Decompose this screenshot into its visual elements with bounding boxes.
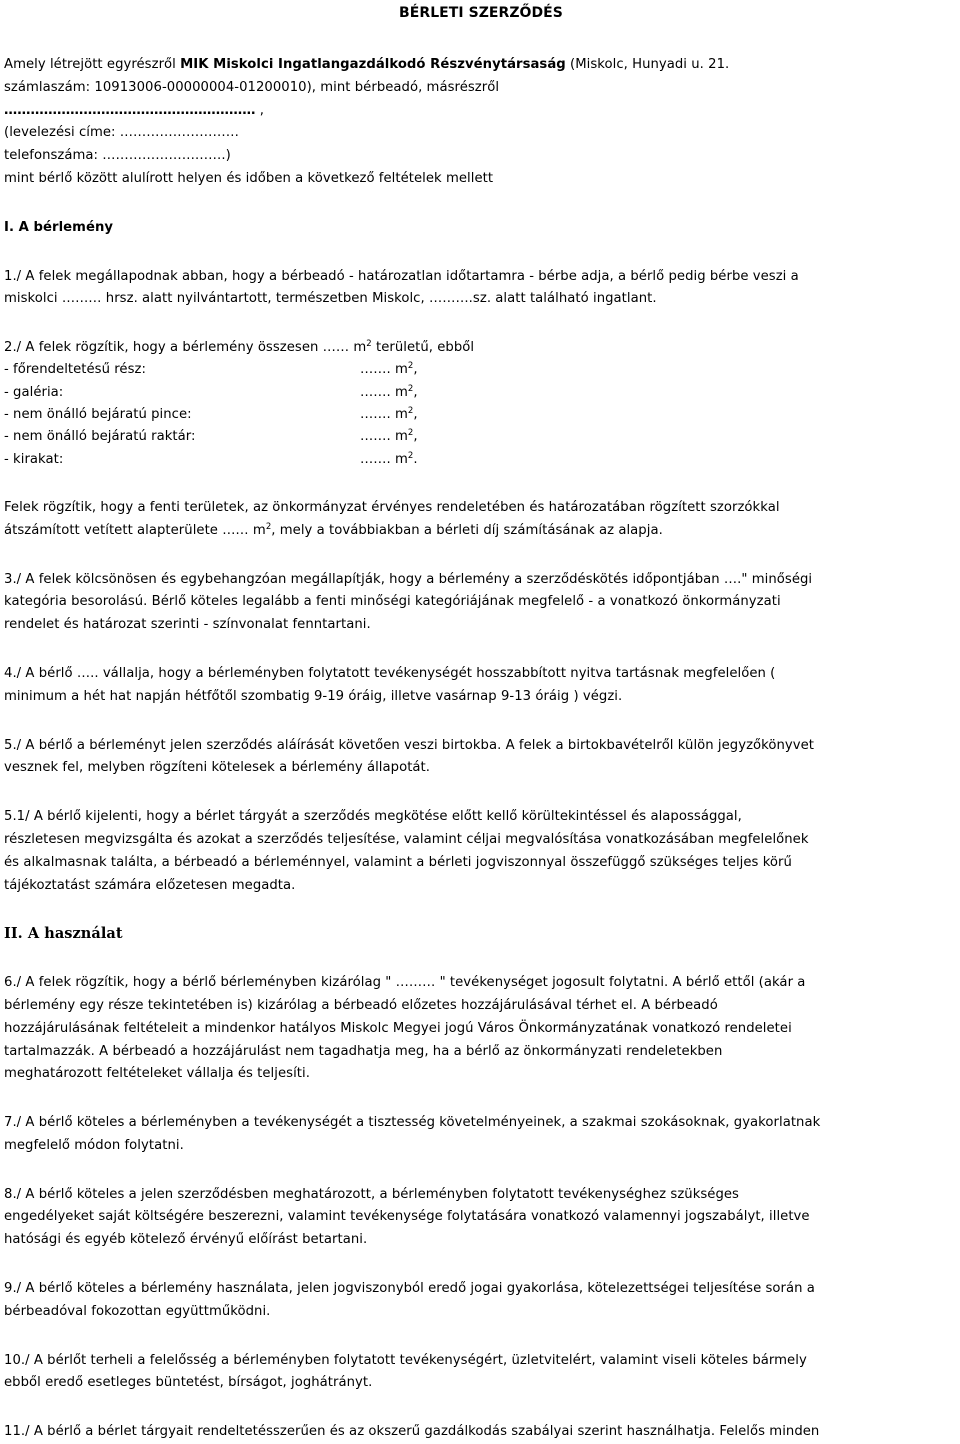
section-heading-1: I. A bérlemény [4, 219, 114, 235]
clause-1-line-1: 1./ A felek megállapodnak abban, hogy a bérbeadó - határozatlan időtartamra - bérbe adja, a bérlő pedig bérbe veszi a [4, 268, 799, 284]
clause-5-1-line-3: és alkalmasnak találta, a bérbeadó a bérleménnyel, valamint a bérleti jogviszonnyal összefüggő szükséges teljes körű [4, 854, 792, 870]
area-row [4, 449, 958, 471]
document-title: BÉRLETI SZERZŐDÉS [399, 5, 563, 21]
clause-3 [4, 569, 958, 637]
clause-2-intro: 2./ A felek rögzítik, hogy a bérlemény összesen …… $m^2$ területű, ebből [4, 339, 475, 356]
clause-8-line-1: 8./ A bérlő köteles a jelen szerződésben meghatározott, a bérleményben folytatott tevékenységhez szükséges [4, 1186, 739, 1202]
tenant-name-blank: ………………………………………………… [4, 102, 256, 118]
clause-9 [4, 1278, 958, 1324]
clause-10 [4, 1350, 958, 1396]
area-label: - nem önálló bejáratú raktár: [4, 429, 196, 445]
clause-2 [4, 337, 958, 471]
clause-5-line-1: 5./ A bérlő a bérleményt jelen szerződés aláírását követően veszi birtokba. A felek a birtokbavételről külön jegyzőkönyvet [4, 737, 815, 753]
clause-6-line-2: bérlemény egy része tekintetében is) kizárólag a bérbeadó előzetes hozzájárulásával térhet el. A bérbeadó [4, 997, 718, 1013]
area-label: - főrendeltetésű rész: [4, 362, 146, 378]
clause-5-1-line-2: részletesen megvizsgálta és azokat a szerződés teljesítése, valamint céljai megvalósítása vonatkozásában megfelelőnek [4, 831, 809, 847]
clause-1 [4, 266, 958, 312]
clause-6-line-1: 6./ A felek rögzítik, hogy a bérlő bérleményben kizárólag " ……… " tevékenységet jogosult folytatni. A bérlő ettől (akár a [4, 975, 806, 991]
area-value: ……. $m^2$, [360, 383, 418, 400]
area-row [4, 426, 958, 448]
area-value: ……. $m^2$, [360, 406, 418, 423]
clause-5-line-2: vesznek fel, melyben rögzíteni kötelesek a bérlemény állapotát. [4, 760, 431, 776]
clause-7 [4, 1112, 958, 1158]
area-value: ……. $m^2$, [360, 361, 418, 378]
clause-6 [4, 972, 958, 1086]
clause-6-line-4: tartalmazzák. A bérbeadó a hozzájárulást nem tagadhatja meg, ha a bérlő az önkormányzati rendeletekben [4, 1043, 723, 1059]
intro-line-5: telefonszáma: ……………………….) [4, 148, 231, 164]
clause-7-line-2: megfelelő módon folytatni. [4, 1137, 184, 1153]
clause-8-line-2: engedélyeket saját költségére beszerezni, valamint tevékenysége folytatására vonatkozó valamennyi jogszabályt, illetve [4, 1209, 810, 1225]
area-row [4, 359, 958, 381]
area-row [4, 382, 958, 404]
clause-8 [4, 1184, 958, 1252]
clause-6-line-5: meghatározott feltételeket vállalja és teljesíti. [4, 1066, 310, 1082]
area-list [4, 359, 958, 470]
clause-4 [4, 663, 958, 709]
clause-3-line-1: 3./ A felek kölcsönösen és egybehangzóan megállapítják, hogy a bérlemény a szerződéskötés időpontjában …." minőségi [4, 571, 813, 587]
section-heading-2: II. A használat [4, 925, 123, 943]
area-label: - galéria: [4, 384, 64, 400]
clause-5-1-line-1: 5.1/ A bérlő kijelenti, hogy a bérlet tárgyát a szerződés megkötése előtt kellő körültekintéssel és alapossággal, [4, 809, 742, 825]
clause-6-line-3: hozzájárulásának feltételeit a mindenkor hatályos Miskolc Megyei jogú Város Önkormányzatának vonatkozó rendeletei [4, 1020, 792, 1036]
lessor-name: MIK Miskolci Ingatlangazdálkodó Részvénytársaság [180, 57, 566, 72]
clause-10-line-2: ebből eredő esetleges büntetést, bírságot, joghátrányt. [4, 1375, 373, 1391]
felek-line-1: Felek rögzítik, hogy a fenti területek, az önkormányzat érvényes rendeletében és határozatában rögzített szorzókkal [4, 499, 780, 515]
intro-block [4, 54, 958, 191]
clause-5-1-line-4: tájékoztatást számára előzetesen megadta. [4, 877, 296, 893]
clause-8-line-3: hatósági és egyéb kötelező érvényű előírást betartani. [4, 1232, 368, 1248]
clause-4-line-1: 4./ A bérlő ….. vállalja, hogy a bérleményben folytatott tevékenységét hosszabbított nyitva tartásnak megfelelően ( [4, 665, 776, 681]
clause-3-line-2: kategória besorolású. Bérlő köteles legalább a fenti minőségi kategóriájának megfelelő - a vonatkozó önkormányzati [4, 594, 781, 610]
intro-line-6: mint bérlő között alulírott helyen és időben a következő feltételek mellett [4, 170, 494, 186]
contract-page [4, 0, 958, 1444]
clause-11-line-1: 11./ A bérlő a bérlet tárgyait rendeltetésszerűen és az okszerű gazdálkodás szabályai szerint használhatja. Felelős minden [4, 1424, 820, 1440]
felek-paragraph [4, 497, 958, 543]
clause-10-line-1: 10./ A bérlőt terheli a felelősség a bérleményben folytatott tevékenységért, üzletvitelért, valamint viseli köteles bármely [4, 1352, 807, 1368]
intro-line-3: ………………………………………………… , [4, 102, 264, 118]
area-label: - kirakat: [4, 451, 64, 467]
intro-line-2: számlaszám: 10913006-00000004-01200010), mint bérbeadó, másrészről [4, 79, 500, 95]
clause-7-line-1: 7./ A bérlő köteles a bérleményben a tevékenységét a tisztesség követelményeinek, a szakmai szokásoknak, gyakorlatnak [4, 1115, 821, 1131]
clause-11 [4, 1421, 958, 1444]
clause-3-line-3: rendelet és határozat szerinti - színvonalat fenntartani. [4, 617, 371, 633]
clause-4-line-2: minimum a hét hat napján hétfőtől szombatig 9-19 óráig, illetve vasárnap 9-13 óráig ) végzi. [4, 688, 623, 704]
area-value: ……. $m^2$, [360, 428, 418, 445]
felek-line-2: átszámított vetített alapterülete …… $m^2$, mely a továbbiakban a bérleti díj számításának az alapja. [4, 521, 663, 538]
area-row [4, 404, 958, 426]
clause-1-line-2: miskolci ……… hrsz. alatt nyilvántartott, természetben Miskolc, ……….sz. alatt található ingatlant. [4, 291, 657, 307]
area-label: - nem önálló bejáratú pince: [4, 407, 192, 423]
clause-9-line-1: 9./ A bérlő köteles a bérlemény használata, jelen jogviszonyból eredő jogai gyakorlása, kötelezettségei teljesítése során a [4, 1281, 815, 1297]
intro-line-4: (levelezési címe: ……………………… [4, 125, 239, 141]
intro-line-1: Amely létrejött egyrészről MIK Miskolci Ingatlangazdálkodó Részvénytársaság (Miskolc, Hunyadi u. 21. [4, 57, 730, 72]
clause-9-line-2: bérbeadóval fokozottan együttműködni. [4, 1303, 271, 1319]
clause-5-1 [4, 806, 958, 897]
area-value: ……. $m^2$. [360, 450, 418, 467]
clause-5 [4, 735, 958, 781]
